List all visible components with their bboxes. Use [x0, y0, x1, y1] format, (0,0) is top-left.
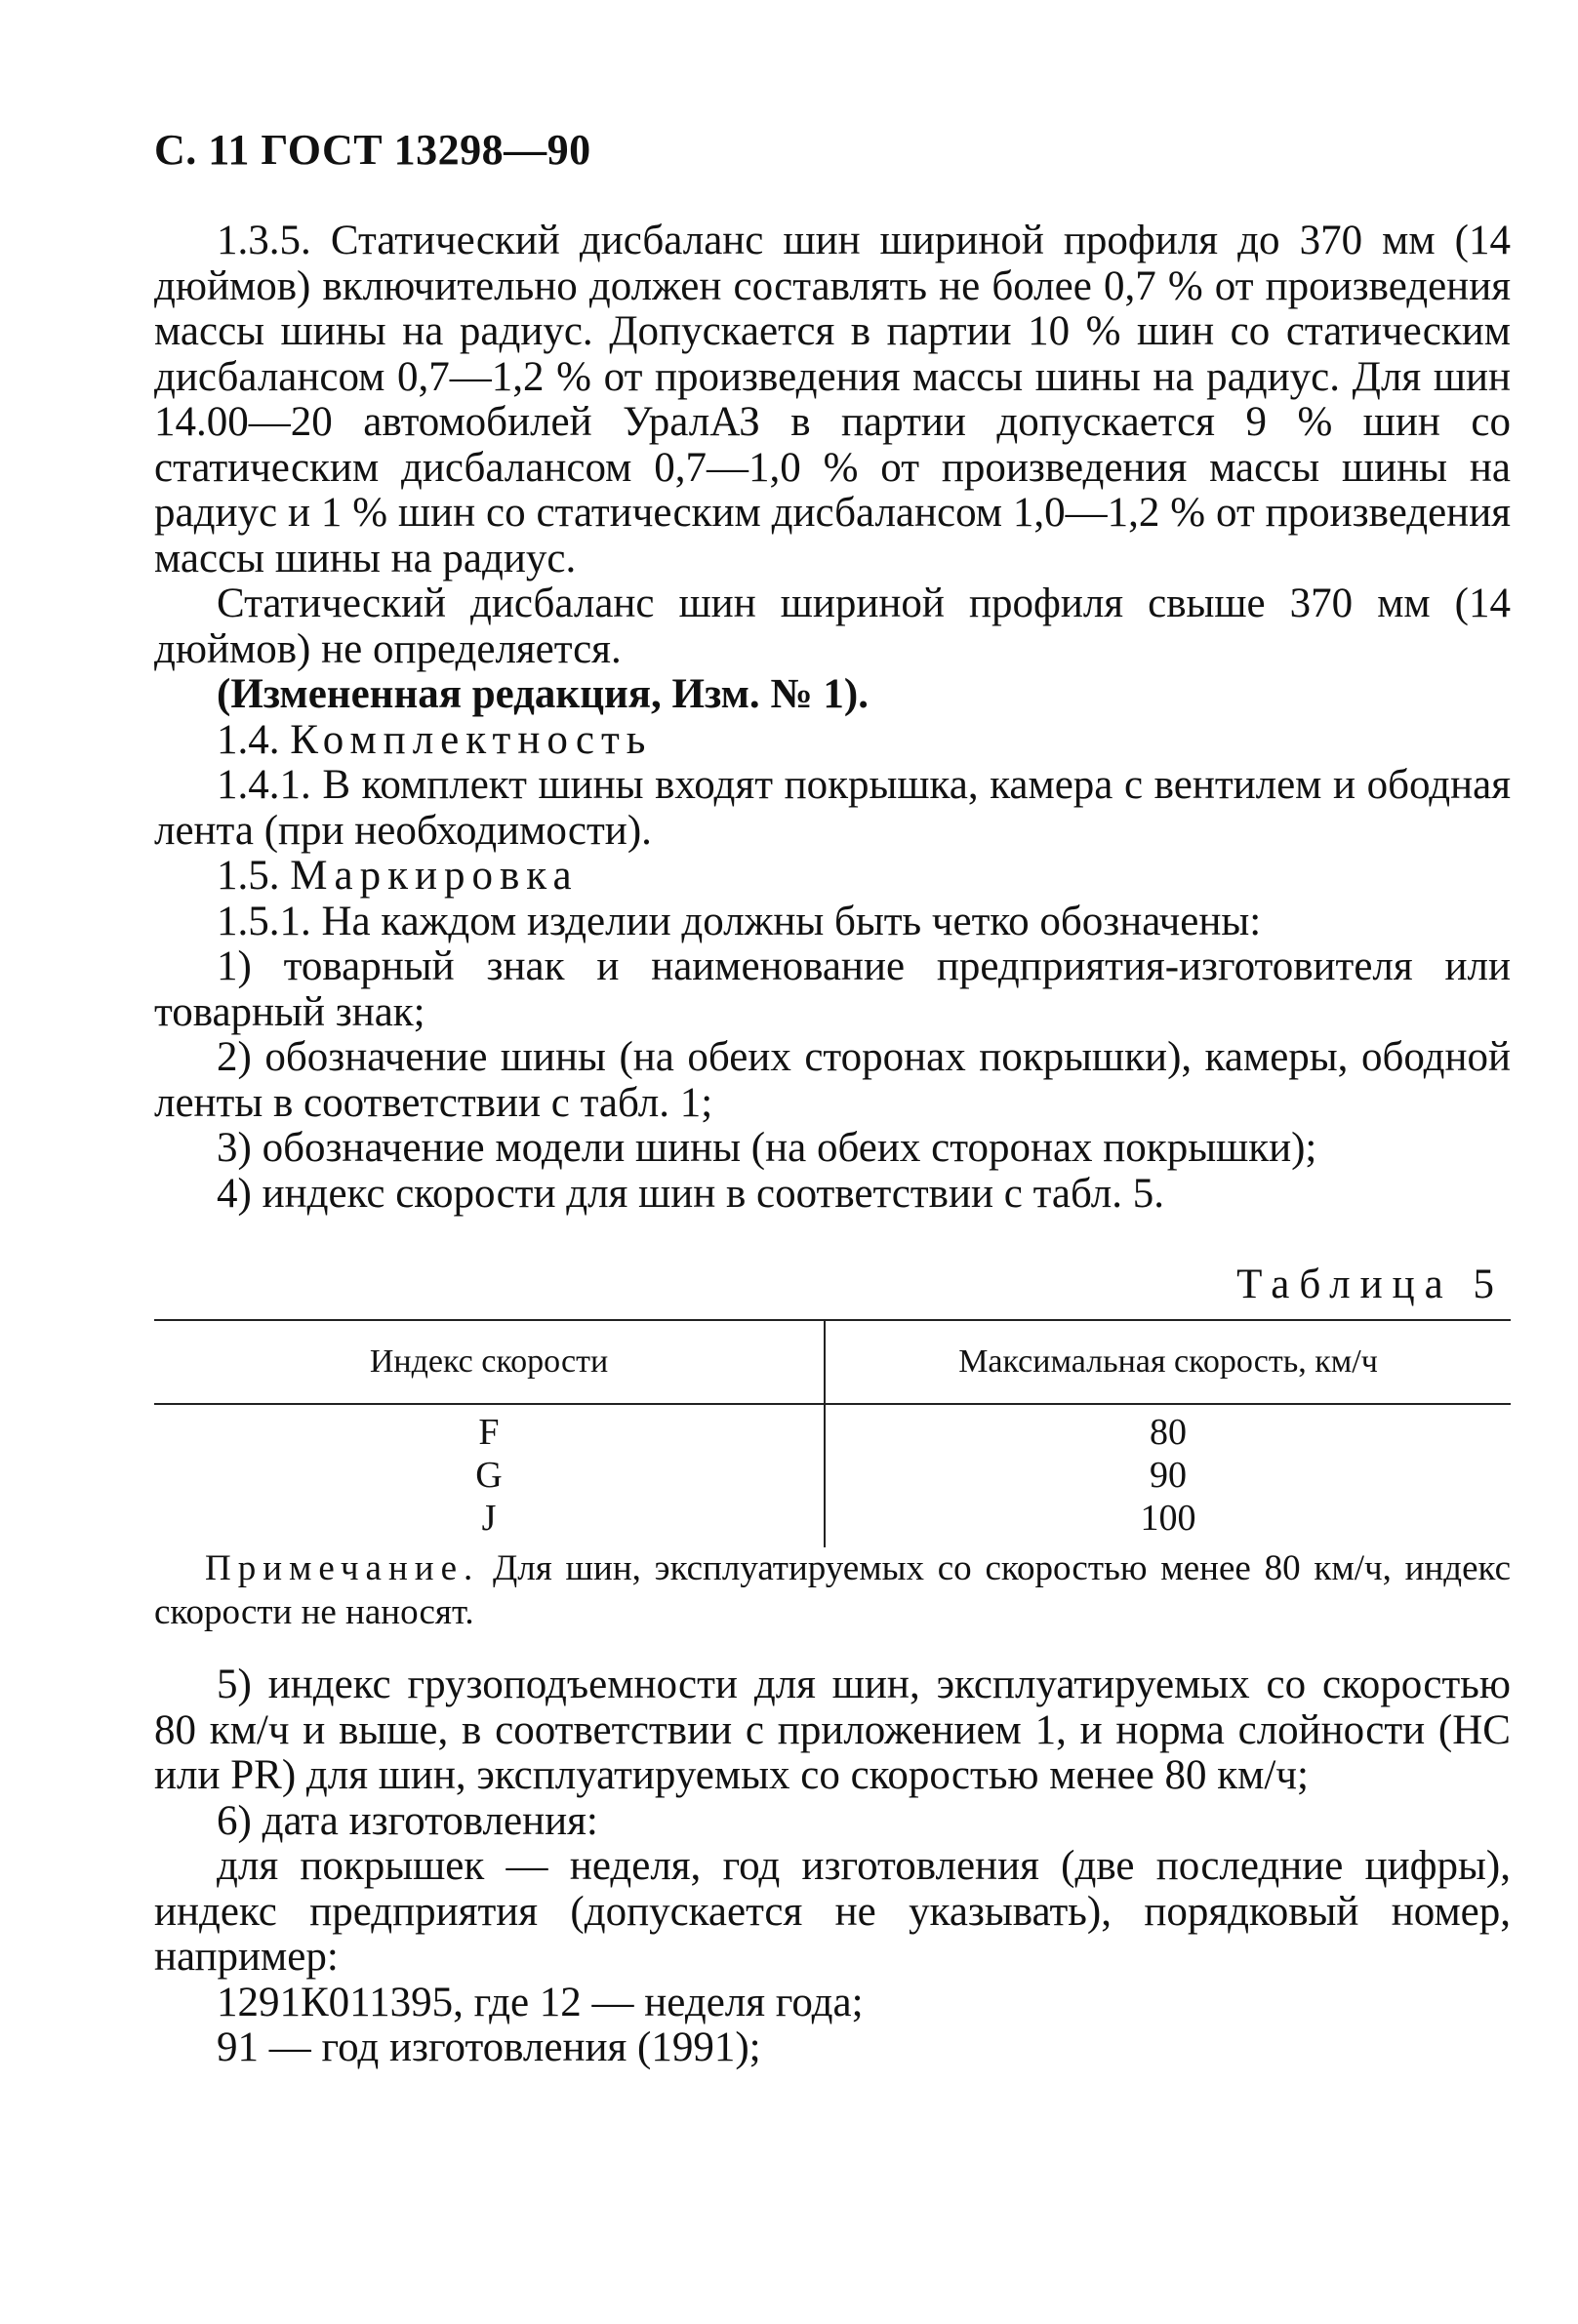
paragraph-1-3-5: 1.3.5. Статический дисбаланс шин шириной профиля до 370 мм (14 дюймов) включительно должен составлять не более 0,7 % от произведения массы шины на радиус. Допускается в партии 10 % шин со статическим дисбалансом 0,7—1,2 % от произведения массы шины на радиус. Для шин 14.00—20 автомобилей УралАЗ в партии допускается 9 % шин со статическим дисбалансом 0,7—1,0 % от произведения массы шины на радиус и 1 % шин со статическим дисбалансом 1,0—1,2 % от произведения массы шины на радиус.: [154, 218, 1511, 581]
note-label: Примечание.: [205, 1548, 480, 1588]
note-paragraph: [154, 1546, 1511, 1634]
example-line-1: 1291К011395, где 12 — неделя года;: [217, 1979, 864, 2025]
note-text: Для шин, эксплуатируемых со скоростью менее 80 км/ч, индекс скорости не наносят.: [154, 1548, 1511, 1632]
section-heading-1-4: [154, 718, 1511, 764]
table-header-row: [154, 1320, 1511, 1404]
table-row: [154, 1497, 1511, 1547]
speed-index-cell: J: [154, 1497, 825, 1547]
table-caption: Таблица 5: [1236, 1262, 1504, 1307]
max-speed-cell: 80: [1150, 1412, 1187, 1453]
section-title: Комплектность: [290, 716, 653, 763]
section-number: 1.4.: [217, 716, 280, 763]
table-row: [154, 1454, 1511, 1497]
list-item-6: 6) дата изготовления:: [217, 1797, 598, 1844]
manufacture-date-detail: для покрышек — неделя, год изготовления (две последние цифры), индекс предприятия (допускается не указывать), порядковый номер, например:: [154, 1843, 1511, 1980]
list-item-4: 4) индекс скорости для шин в соответствии с табл. 5.: [217, 1170, 1164, 1217]
paragraph-1-4-1: 1.4.1. В комплект шины входят покрышка, камера с вентилем и ободная лента (при необходимости).: [154, 762, 1511, 854]
table-note: [154, 1546, 1511, 1634]
paragraph-1-5-1: 1.5.1. На каждом изделии должны быть четко обозначены:: [217, 898, 1262, 944]
section-heading-1-5: [154, 854, 1511, 900]
speed-index-table: [154, 1319, 1511, 1547]
paragraph-imbalance-over-370: Статический дисбаланс шин шириной профиля свыше 370 мм (14 дюймов) не определяется.: [154, 581, 1511, 672]
section-title: Маркировка: [290, 853, 579, 899]
column-header-max-speed: Максимальная скорость, км/ч: [825, 1320, 1511, 1404]
table-row: [154, 1404, 1511, 1454]
max-speed-cell: 90: [1150, 1455, 1187, 1496]
main-text-block: [154, 219, 1511, 1217]
amendment-note: (Измененная редакция, Изм. № 1).: [217, 671, 869, 717]
continuation-text-block: [154, 1663, 1511, 2071]
max-speed-cell: 100: [1140, 1498, 1196, 1539]
list-item-2: 2) обозначение шины (на обеих сторонах покрышки), камеры, ободной ленты в соответствии с табл. 1;: [154, 1034, 1511, 1126]
column-header-speed-index: Индекс скорости: [154, 1320, 825, 1404]
speed-index-cell: G: [154, 1454, 825, 1497]
list-item-5: 5) индекс грузоподъемности для шин, эксплуатируемых со скоростью 80 км/ч и выше, в соответствии с приложением 1, и норма слойности (НС или PR) для шин, эксплуатируемых со скоростью менее 80 км/ч;: [154, 1662, 1511, 1798]
speed-index-cell: F: [154, 1404, 825, 1454]
page-header: С. 11 ГОСТ 13298—90: [154, 126, 591, 174]
list-item-1: 1) товарный знак и наименование предприятия-изготовителя или товарный знак;: [154, 943, 1511, 1035]
example-line-2: 91 — год изготовления (1991);: [217, 2024, 761, 2070]
list-item-3: 3) обозначение модели шины (на обеих сторонах покрышки);: [217, 1125, 1317, 1171]
section-number: 1.5.: [217, 853, 280, 899]
